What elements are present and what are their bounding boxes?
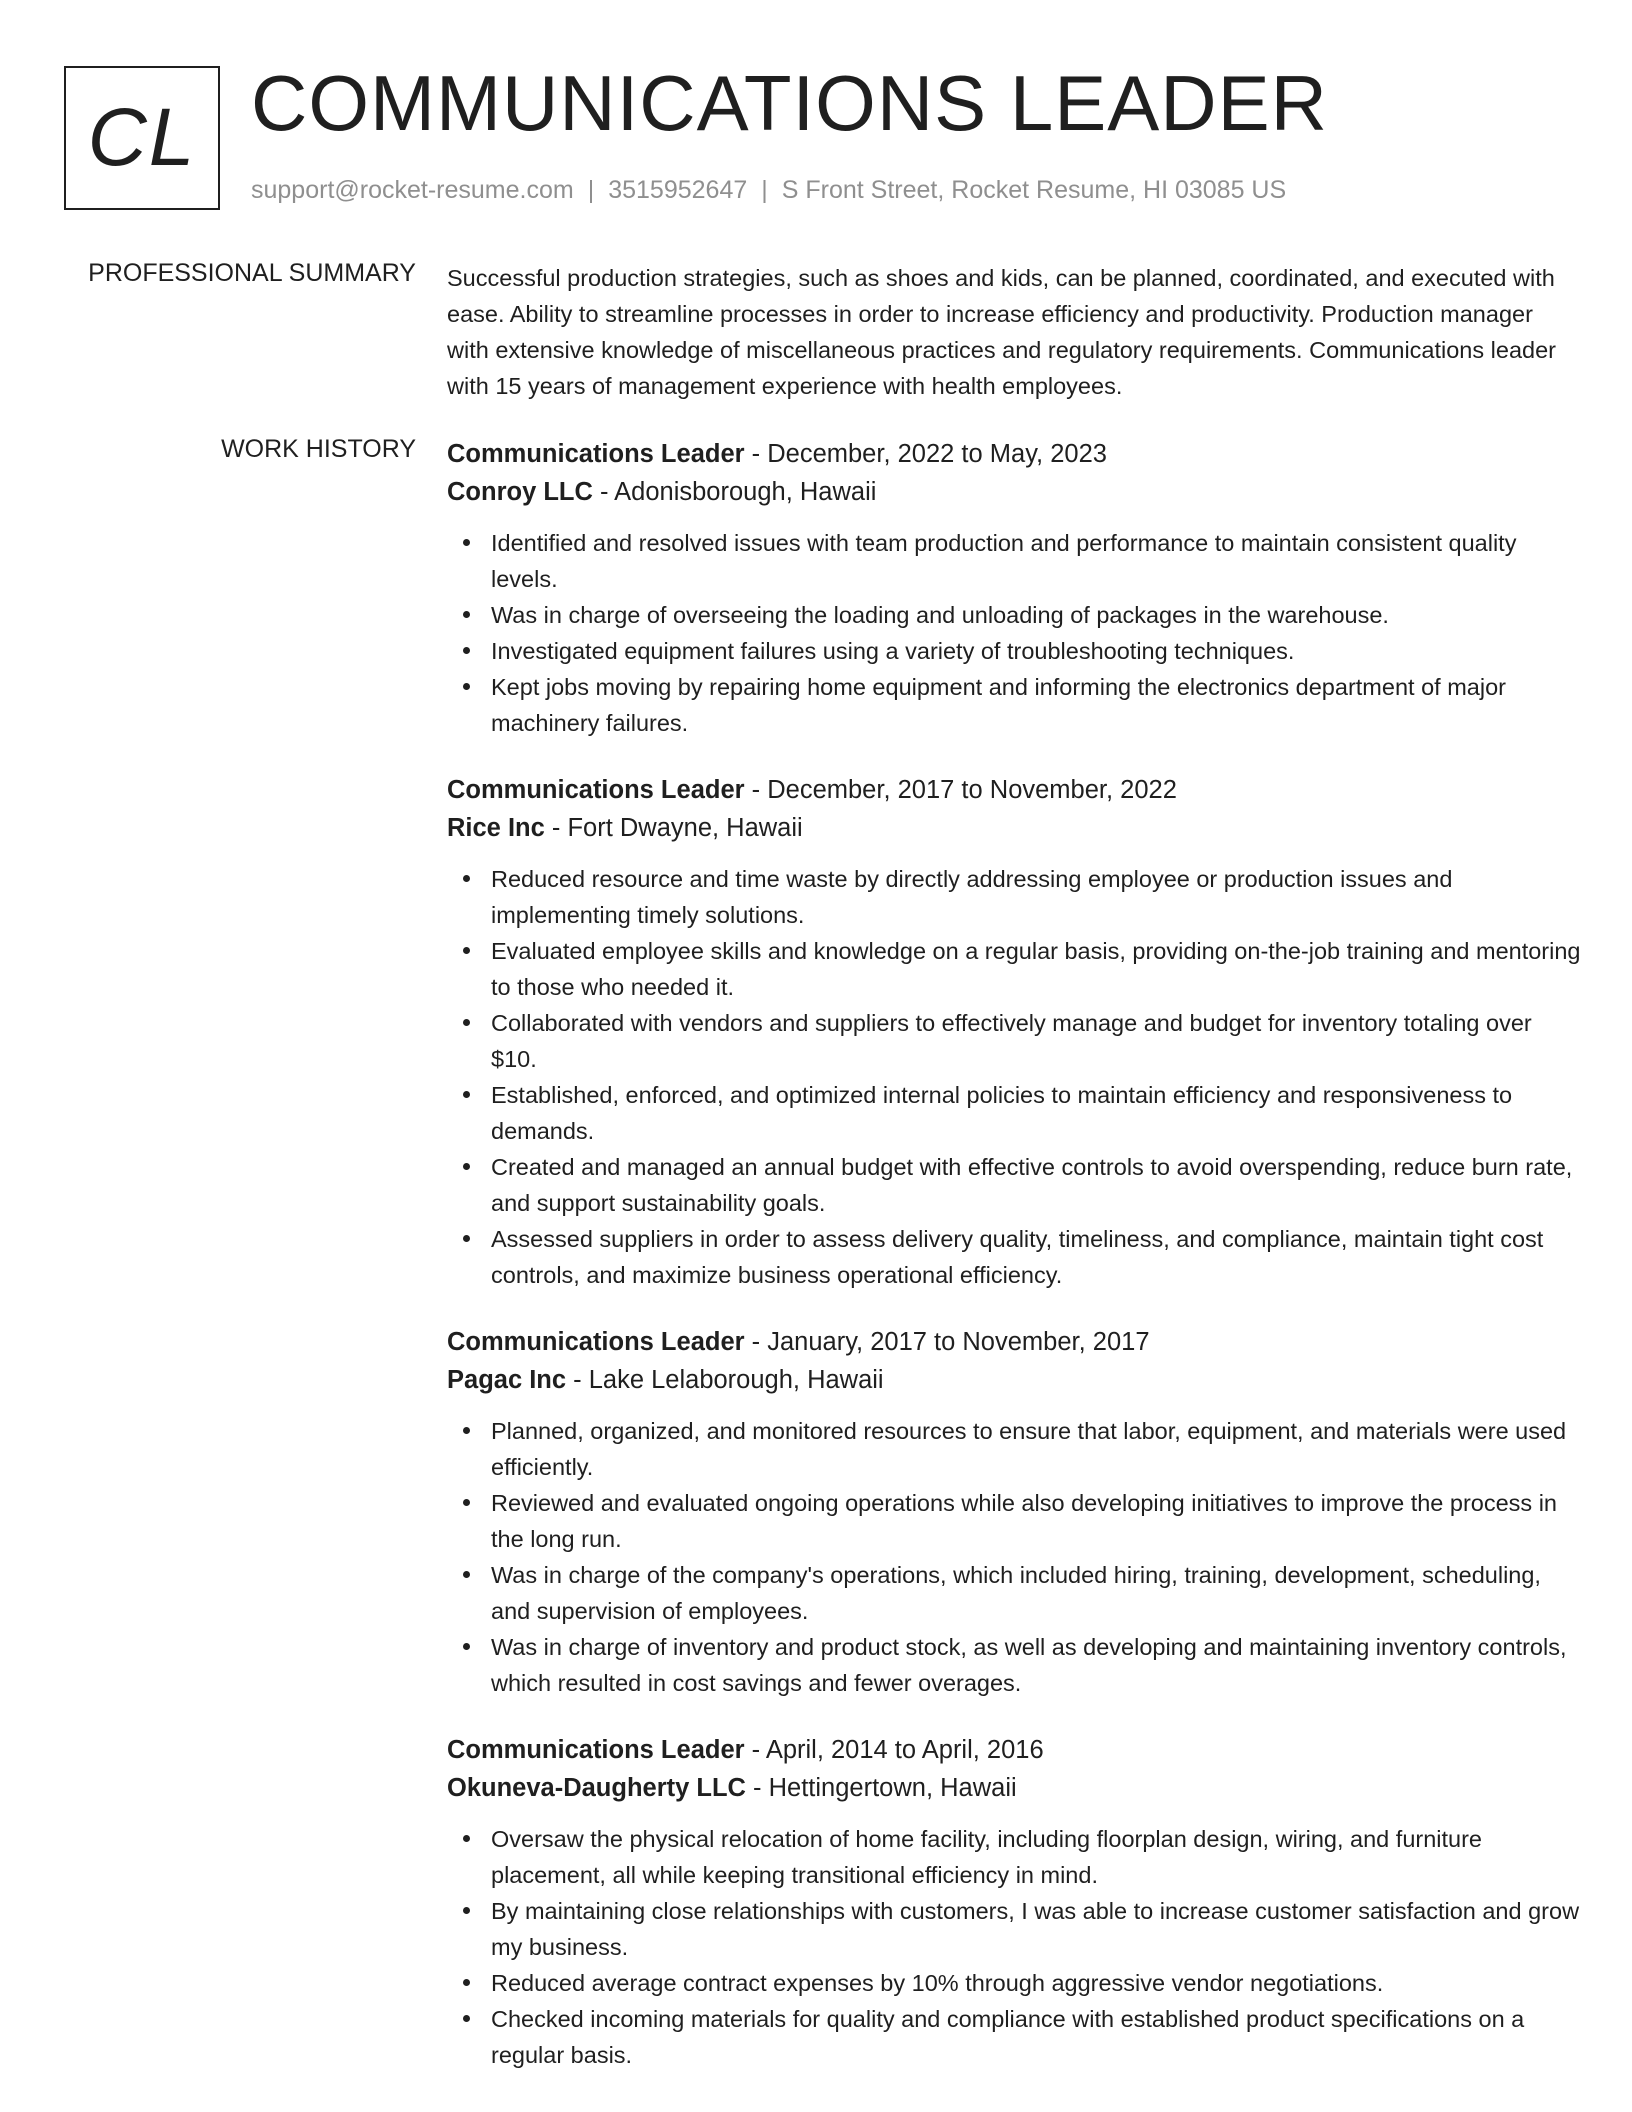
job-bullet: Oversaw the physical relocation of home facility, including floorplan design, wiring, and furniture placement, all while keeping transitional efficiency in mind. — [447, 1821, 1582, 1893]
job-bullet: Established, enforced, and optimized internal policies to maintain efficiency and responsiveness to demands. — [447, 1077, 1582, 1149]
job-title-line — [447, 771, 1582, 809]
work-history-list — [447, 435, 1582, 2103]
summary-text: Successful production strategies, such as shoes and kids, can be planned, coordinated, and executed with ease. Ability to streamline processes in order to increase efficiency and productivity. Production manager with extensive knowledge of miscellaneous practices and regulatory requirements. Communications leader with 15 years of management experience with health employees. — [447, 265, 1556, 399]
job-dates: - April, 2014 to April, 2016 — [744, 1736, 1044, 1764]
job-bullet: Investigated equipment failures using a variety of troubleshooting techniques. — [447, 633, 1582, 669]
company-location: - Fort Dwayne, Hawaii — [544, 814, 803, 842]
company-line — [447, 473, 1582, 511]
job-bullet: Identified and resolved issues with team production and performance to maintain consistent quality levels. — [447, 525, 1582, 597]
job-bullet: By maintaining close relationships with customers, I was able to increase customer satisfaction and grow my business. — [447, 1893, 1582, 1965]
company-location: - Hettingertown, Hawaii — [745, 1774, 1017, 1802]
company-line — [447, 1769, 1582, 1807]
company-name: Rice Inc — [447, 814, 545, 842]
job-bullet: Assessed suppliers in order to assess delivery quality, timeliness, and compliance, maintain tight cost controls, and maximize business operational efficiency. — [447, 1221, 1582, 1293]
job-bullet: Reduced resource and time waste by directly addressing employee or production issues and implementing timely solutions. — [447, 861, 1582, 933]
company-name: Conroy LLC — [447, 478, 593, 506]
job-bullets — [447, 1413, 1582, 1701]
job-title-line — [447, 1731, 1582, 1769]
contact-phone[interactable]: 3515952647 — [608, 176, 748, 204]
work-history-section-label: WORK HISTORY — [221, 435, 416, 463]
company-location: - Lake Lelaborough, Hawaii — [566, 1366, 884, 1394]
job-entry — [447, 1731, 1582, 2073]
job-dates: - December, 2017 to November, 2022 — [744, 776, 1177, 804]
job-dates: - January, 2017 to November, 2017 — [744, 1328, 1150, 1356]
summary-section-label: PROFESSIONAL SUMMARY — [88, 259, 416, 287]
job-bullet: Was in charge of inventory and product stock, as well as developing and maintaining inventory controls, which resulted in cost savings and fewer overages. — [447, 1629, 1582, 1701]
job-dates: - December, 2022 to May, 2023 — [744, 440, 1107, 468]
job-bullet: Was in charge of overseeing the loading and unloading of packages in the warehouse. — [447, 597, 1582, 633]
job-bullets — [447, 525, 1582, 741]
job-bullet: Checked incoming materials for quality and compliance with established product specifications on a regular basis. — [447, 2001, 1582, 2073]
job-title: Communications Leader — [447, 776, 745, 804]
company-name: Pagac Inc — [447, 1366, 567, 1394]
job-bullet: Was in charge of the company's operations, which included hiring, training, development, scheduling, and supervision of employees. — [447, 1557, 1582, 1629]
job-entry — [447, 435, 1582, 741]
job-bullet: Collaborated with vendors and suppliers to effectively manage and budget for inventory totaling over $10. — [447, 1005, 1582, 1077]
monogram-badge — [64, 66, 220, 210]
company-line — [447, 1361, 1582, 1399]
monogram-initials: CL — [87, 92, 197, 183]
contact-separator: | — [587, 176, 595, 204]
job-title: Communications Leader — [447, 1328, 745, 1356]
job-bullets — [447, 861, 1582, 1293]
job-title: Communications Leader — [447, 440, 745, 468]
company-line — [447, 809, 1582, 847]
contact-address: S Front Street, Rocket Resume, HI 03085 US — [781, 176, 1287, 204]
resume-name: COMMUNICATIONS LEADER — [251, 59, 1328, 147]
job-bullet: Kept jobs moving by repairing home equipment and informing the electronics department of major machinery failures. — [447, 669, 1582, 741]
job-bullet: Created and managed an annual budget with effective controls to avoid overspending, reduce burn rate, and support sustainability goals. — [447, 1149, 1582, 1221]
job-entry — [447, 771, 1582, 1293]
job-bullet: Reviewed and evaluated ongoing operations while also developing initiatives to improve the process in the long run. — [447, 1485, 1582, 1557]
contact-email[interactable]: support@rocket-resume.com — [251, 176, 574, 204]
job-bullets — [447, 1821, 1582, 2073]
job-title: Communications Leader — [447, 1736, 745, 1764]
company-name: Okuneva-Daugherty LLC — [447, 1774, 746, 1802]
company-location: - Adonisborough, Hawaii — [592, 478, 877, 506]
job-title-line — [447, 435, 1582, 473]
contact-separator: | — [761, 176, 768, 204]
contact-line — [251, 176, 1286, 205]
job-bullet: Planned, organized, and monitored resources to ensure that labor, equipment, and materials were used efficiently. — [447, 1413, 1582, 1485]
job-entry — [447, 1323, 1582, 1701]
job-bullet: Reduced average contract expenses by 10% through aggressive vendor negotiations. — [447, 1965, 1582, 2001]
job-bullet: Evaluated employee skills and knowledge on a regular basis, providing on-the-job training and mentoring to those who needed it. — [447, 933, 1582, 1005]
job-title-line — [447, 1323, 1582, 1361]
